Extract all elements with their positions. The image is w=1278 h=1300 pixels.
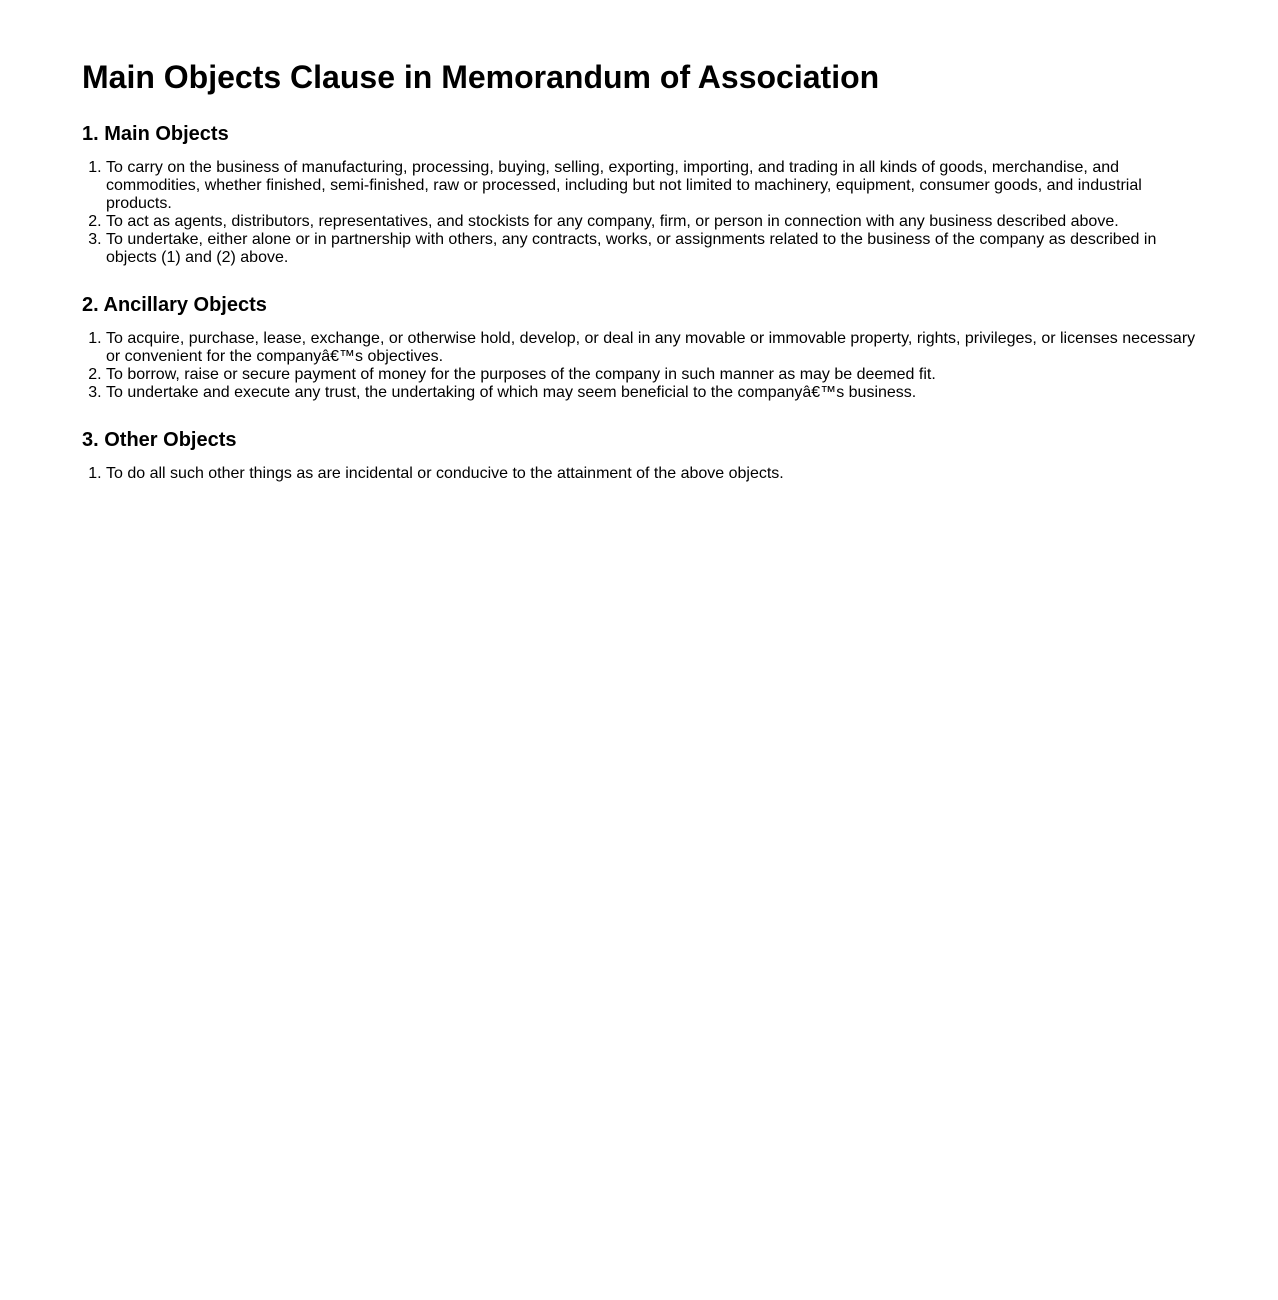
list-item: 1. To carry on the business of manufacturing, processing, buying, selling, exporting, importing, and trading in all kinds of goods, merchandise, and commodities, whether finished, semi-finished, raw or processed, including but not limited to machinery, equipment, consumer goods, and industrial products. [106,159,1196,213]
objects-list [82,330,1196,402]
section-other-objects [82,428,1196,483]
document [0,0,1278,549]
section-heading: 3. Other Objects [82,429,237,451]
list-item: 3. To undertake, either alone or in partnership with others, any contracts, works, or assignments related to the business of the company as described in objects (1) and (2) above. [106,231,1196,267]
section-heading: 2. Ancillary Objects [82,294,267,316]
list-item: 2. To borrow, raise or secure payment of money for the purposes of the company in such manner as may be deemed fit. [106,366,1196,384]
objects-list [82,465,1196,483]
page-title: Main Objects Clause in Memorandum of Association [82,59,880,95]
list-item: 1. To do all such other things as are incidental or conducive to the attainment of the above objects. [106,465,1196,483]
list-item: 3. To undertake and execute any trust, the undertaking of which may seem beneficial to the companyâ€™s business. [106,384,1196,402]
objects-list [82,159,1196,267]
section-ancillary-objects [82,293,1196,402]
section-heading: 1. Main Objects [82,123,229,145]
section-main-objects [82,122,1196,267]
list-item: 1. To acquire, purchase, lease, exchange, or otherwise hold, develop, or deal in any movable or immovable property, rights, privileges, or licenses necessary or convenient for the companyâ€™s objectives. [106,330,1196,366]
list-item: 2. To act as agents, distributors, representatives, and stockists for any company, firm, or person in connection with any business described above. [106,213,1196,231]
